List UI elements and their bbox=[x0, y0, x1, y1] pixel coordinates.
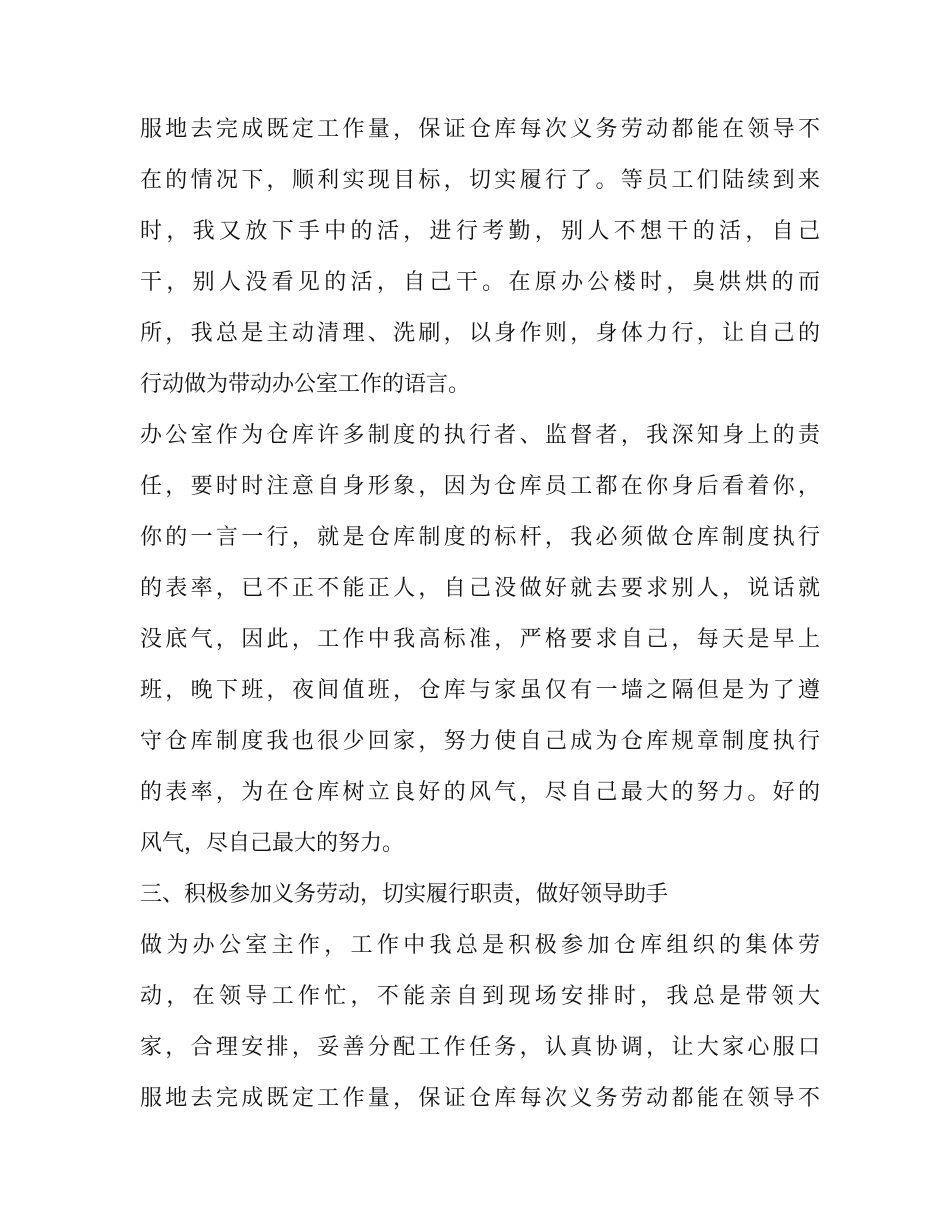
text-line: 你的一言一行，就是仓库制度的标杆，我必须做仓库制度执行 bbox=[140, 525, 820, 550]
text-line: 风气，尽自己最大的努力。 bbox=[140, 831, 405, 856]
text-line: 守仓库制度我也很少回家，努力使自己成为仓库规章制度执行 bbox=[140, 729, 820, 754]
text-line: 做为办公室主作，工作中我总是积极参加仓库组织的集体劳 bbox=[140, 933, 820, 958]
text-line: 的表率，已不正不能正人，自己没做好就去要求别人，说话就 bbox=[140, 576, 820, 601]
text-line: 没底气，因此，工作中我高标准，严格要求自己，每天是早上 bbox=[140, 627, 820, 652]
text-line: 服地去完成既定工作量，保证仓库每次义务劳动都能在领导不 bbox=[140, 117, 820, 142]
text-line: 办公室作为仓库许多制度的执行者、监督者，我深知身上的责 bbox=[140, 423, 820, 448]
text-line: 干，别人没看见的活，自己干。在原办公楼时，臭烘烘的而 bbox=[140, 270, 820, 295]
text-line: 任，要时时注意自身形象，因为仓库员工都在你身后看着你， bbox=[140, 474, 820, 499]
text-line: 所，我总是主动清理、洗刷，以身作则，身体力行，让自己的 bbox=[140, 321, 820, 346]
text-line: 在的情况下，顺利实现目标，切实履行了。等员工们陆续到来 bbox=[140, 168, 820, 193]
text-line: 班，晚下班，夜间值班，仓库与家虽仅有一墙之隔但是为了遵 bbox=[140, 678, 820, 703]
text-line: 时，我又放下手中的活，进行考勤，别人不想干的活，自己 bbox=[140, 219, 820, 244]
text-line: 家，合理安排，妥善分配工作任务，认真协调，让大家心服口 bbox=[140, 1035, 820, 1060]
text-line: 的表率，为在仓库树立良好的风气，尽自己最大的努力。好的 bbox=[140, 780, 820, 805]
text-line: 行动做为带动办公室工作的语言。 bbox=[140, 372, 471, 397]
text-line: 服地去完成既定工作量，保证仓库每次义务劳动都能在领导不 bbox=[140, 1086, 820, 1111]
text-line: 三、积极参加义务劳动，切实履行职责，做好领导助手 bbox=[140, 882, 669, 907]
body-text bbox=[140, 104, 820, 1124]
text-line: 动，在领导工作忙，不能亲自到现场安排时，我总是带领大 bbox=[140, 984, 820, 1009]
